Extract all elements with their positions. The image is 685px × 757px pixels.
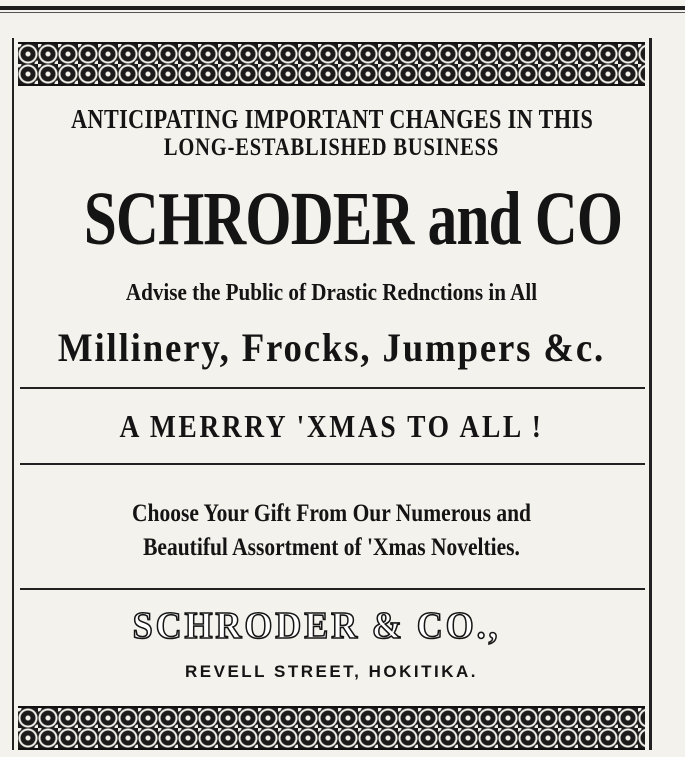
ornamental-border-bottom — [18, 706, 645, 750]
divider-1 — [20, 387, 645, 389]
headline-line-1: ANTICIPATING IMPORTANT CHANGES IN THIS — [71, 104, 594, 134]
gift-line-1: Choose Your Gift From Our Numerous and — [132, 500, 531, 527]
products-line: Millinery, Frocks, Jumpers &c. — [57, 325, 606, 370]
address: REVELL STREET, HOKITIKA. — [185, 662, 478, 681]
divider-3 — [20, 588, 645, 590]
signature: SCHRODER & CO., — [132, 605, 501, 647]
advise-line: Advise the Public of Drastic Rednctions in All — [125, 280, 538, 306]
page-top-thin-rule — [0, 12, 685, 13]
business-name: SCHRODER and CO — [83, 177, 623, 261]
headline-line-2: LONG-ESTABLISHED BUSINESS — [163, 134, 500, 161]
greeting-line: A MERRRY 'XMAS TO ALL ! — [119, 408, 544, 444]
ornamental-border-top — [18, 42, 645, 86]
gift-line-2: Beautiful Assortment of 'Xmas Novelties. — [143, 534, 520, 561]
advertisement — [12, 38, 652, 750]
page-top-rule — [0, 6, 685, 10]
divider-2 — [20, 463, 645, 465]
